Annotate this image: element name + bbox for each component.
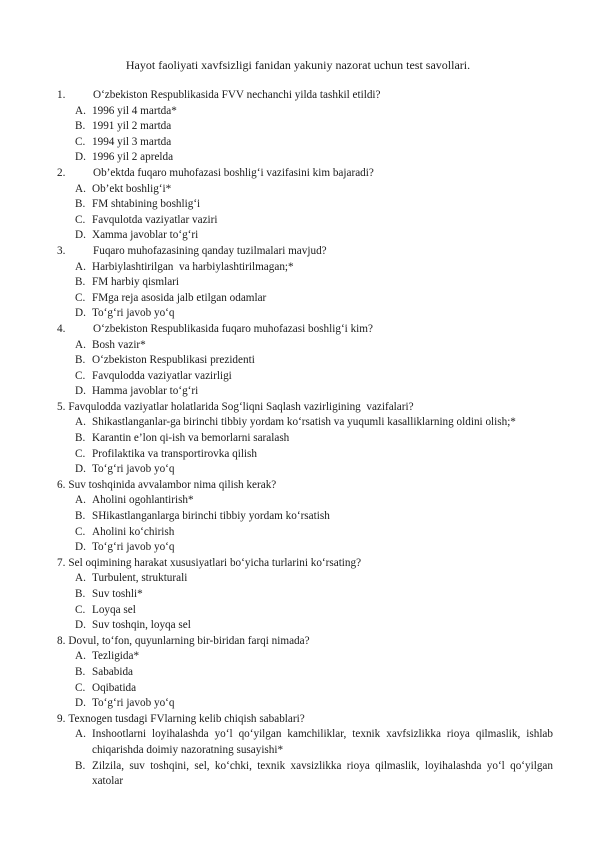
option-letter: D.	[75, 541, 86, 554]
answer-option	[75, 275, 553, 291]
question-item	[57, 166, 553, 244]
answer-option	[75, 618, 553, 634]
answer-option	[75, 665, 553, 681]
question-header	[57, 478, 553, 494]
option-letter: A.	[75, 338, 86, 351]
option-text: Ob’ekt boshlig‘i*	[92, 182, 172, 195]
answer-option	[75, 104, 553, 120]
answer-option	[75, 540, 553, 556]
option-letter: C.	[75, 369, 86, 382]
question-item	[57, 634, 553, 712]
answer-option	[75, 587, 553, 603]
answer-option	[75, 213, 553, 229]
answer-option	[75, 759, 553, 790]
option-text: Favqulodda vaziyatlar vazirligi	[92, 369, 232, 382]
question-header	[57, 322, 553, 338]
option-letter: D.	[75, 697, 86, 710]
question-text: Favqulodda vaziyatlar holatlarida Sog‘liqni Saqlash vazirligining vazifalari?	[68, 400, 414, 413]
option-text: Favqulotda vaziyatlar vaziri	[92, 213, 218, 226]
option-text: Loyqa sel	[92, 603, 136, 616]
answer-option	[75, 353, 553, 369]
option-text: SHikastlanganlarga birinchi tibbiy yordam ko‘rsatish	[92, 510, 330, 523]
option-text: Turbulent, strukturali	[92, 572, 188, 585]
option-text: To‘g‘ri javob yo‘q	[92, 307, 175, 320]
question-text: O‘zbekiston Respublikasida fuqaro muhofazasi boshlig‘i kim?	[93, 322, 373, 335]
question-header	[57, 712, 553, 728]
question-number: 3.	[57, 244, 66, 257]
option-text: Harbiylashtirilgan va harbiylashtirilmagan;*	[92, 260, 294, 273]
option-text: 1996 yil 4 martda*	[92, 104, 177, 117]
answer-option	[75, 369, 553, 385]
option-letter: A.	[75, 728, 86, 741]
answer-option	[75, 384, 553, 400]
question-number: 2.	[57, 166, 66, 179]
option-text: Aholini ogohlantirish*	[92, 494, 194, 507]
option-text: O‘zbekiston Respublikasi prezidenti	[92, 354, 255, 367]
option-letter: C.	[75, 447, 86, 460]
answer-option	[75, 447, 553, 463]
question-header	[57, 244, 553, 260]
option-text: 1994 yil 3 martda	[92, 135, 172, 148]
question-header	[57, 88, 553, 104]
option-text: Aholini ko‘chirish	[92, 525, 175, 538]
question-item	[57, 400, 553, 478]
option-text: FM harbiy qismlari	[92, 276, 180, 289]
answer-option	[75, 681, 553, 697]
answer-option	[75, 462, 553, 478]
answer-option	[75, 150, 553, 166]
answer-option	[75, 493, 553, 509]
answer-option	[75, 228, 553, 244]
option-text: 1991 yil 2 martda	[92, 120, 172, 133]
question-item	[57, 712, 553, 790]
option-letter: A.	[75, 416, 86, 429]
option-letter: C.	[75, 291, 86, 304]
answer-option	[75, 338, 553, 354]
option-letter: C.	[75, 681, 86, 694]
option-letter: B.	[75, 510, 86, 523]
option-text: FMga reja asosida jalb etilgan odamlar	[92, 291, 267, 304]
option-letter: A.	[75, 572, 86, 585]
question-list	[57, 88, 553, 790]
question-text: Fuqaro muhofazasining qanday tuzilmalari mavjud?	[93, 244, 327, 257]
option-text: Hamma javoblar to‘g‘ri	[92, 385, 199, 398]
option-text: Bosh vazir*	[92, 338, 146, 351]
answer-option	[75, 291, 553, 307]
option-text: FM shtabining boshlig‘i	[92, 198, 201, 211]
option-text: Oqibatida	[92, 681, 137, 694]
option-text: Xamma javoblar to‘g‘ri	[92, 229, 199, 242]
option-letter: C.	[75, 603, 86, 616]
answer-option	[75, 603, 553, 619]
option-text: 1996 yil 2 aprelda	[92, 151, 174, 164]
answer-option	[75, 696, 553, 712]
question-number: 9.	[57, 712, 66, 725]
answer-option	[75, 509, 553, 525]
question-number: 6.	[57, 478, 66, 491]
question-item	[57, 88, 553, 166]
option-text: Suv toshqin, loyqa sel	[92, 619, 191, 632]
option-letter: D.	[75, 385, 86, 398]
option-letter: B.	[75, 432, 86, 445]
option-text: Suv toshli*	[92, 588, 143, 600]
option-letter: D.	[75, 307, 86, 320]
option-text: Karantin e’lon qi-ish va bemorlarni saralash	[92, 432, 290, 445]
question-item	[57, 478, 553, 556]
question-header	[57, 634, 553, 650]
option-letter: D.	[75, 229, 86, 242]
answer-option	[75, 649, 553, 665]
option-letter: D.	[75, 463, 86, 476]
question-text: O‘zbekiston Respublikasida FVV nechanchi yilda tashkil etildi?	[93, 89, 381, 101]
answer-option	[75, 415, 553, 431]
option-letter: A.	[75, 650, 86, 663]
option-letter: B.	[75, 198, 86, 211]
answer-option	[75, 197, 553, 213]
question-text: Sel oqimining harakat xususiyatlari bo‘yicha turlarini ko‘rsating?	[68, 556, 362, 569]
option-letter: A.	[75, 104, 86, 117]
answer-option	[75, 571, 553, 587]
question-number: 1.	[57, 89, 66, 101]
question-text: Suv toshqinida avvalambor nima qilish kerak?	[68, 478, 277, 491]
answer-option	[75, 260, 553, 276]
option-letter: B.	[75, 120, 86, 133]
question-text: Dovul, to‘fon, quyunlarning bir-biridan farqi nimada?	[68, 634, 310, 647]
question-header	[57, 400, 553, 416]
question-text: Ob’ektda fuqaro muhofazasi boshlig‘i vazifasini kim bajaradi?	[93, 166, 374, 179]
option-letter: D.	[75, 619, 86, 632]
option-letter: C.	[75, 135, 86, 148]
answer-option	[75, 119, 553, 135]
page-title: Hayot faoliyati xavfsizligi fanidan yakuniy nazorat uchun test savollari.	[125, 58, 471, 72]
option-letter: B.	[75, 276, 86, 289]
option-text: Zilzila, suv toshqini, sel, ko‘chki, texnik xavsizlikka rioya qilmaslik, loyihalashda yo‘l qo‘yilgan xatolar	[92, 759, 553, 788]
option-letter: C.	[75, 525, 86, 538]
option-text: Shikastlanganlar-ga birinchi tibbiy yordam ko‘rsatish va yuqumli kasalliklarning oldini olish;*	[92, 416, 516, 429]
option-text: Profilaktika va transportirovka qilish	[92, 447, 257, 460]
option-letter: A.	[75, 494, 86, 507]
option-letter: A.	[75, 260, 86, 273]
option-letter: B.	[75, 665, 86, 678]
option-letter: D.	[75, 151, 86, 164]
question-number: 5.	[57, 400, 66, 413]
question-number: 8.	[57, 634, 66, 647]
option-text: Sababida	[92, 665, 134, 678]
answer-option	[75, 135, 553, 151]
question-header	[57, 166, 553, 182]
option-letter: A.	[75, 182, 86, 195]
question-item	[57, 556, 553, 634]
option-text: Tezligida*	[92, 650, 140, 663]
option-text: To‘g‘ri javob yo‘q	[92, 697, 175, 710]
question-item	[57, 322, 553, 400]
answer-option	[75, 727, 553, 758]
option-text: To‘g‘ri javob yo‘q	[92, 541, 175, 554]
question-number: 7.	[57, 556, 66, 569]
answer-option	[75, 182, 553, 198]
option-letter: B.	[75, 759, 86, 772]
answer-option	[75, 431, 553, 447]
answer-option	[75, 525, 553, 541]
question-header	[57, 556, 553, 572]
option-letter: C.	[75, 213, 86, 226]
option-text: Inshootlarni loyihalashda yo‘l qo‘yilgan kamchiliklar, texnik xavfsizlikka rioya qilmaslik, ishlab chiqarishda doimiy nazoratning susayishi*	[92, 728, 553, 756]
option-text: To‘g‘ri javob yo‘q	[92, 463, 175, 476]
answer-option	[75, 306, 553, 322]
question-item	[57, 244, 553, 322]
question-text: Texnogen tusdagi FVlarning kelib chiqish sabablari?	[68, 712, 305, 725]
option-letter: B.	[75, 354, 86, 367]
option-letter: B.	[75, 588, 86, 600]
question-number: 4.	[57, 322, 66, 335]
